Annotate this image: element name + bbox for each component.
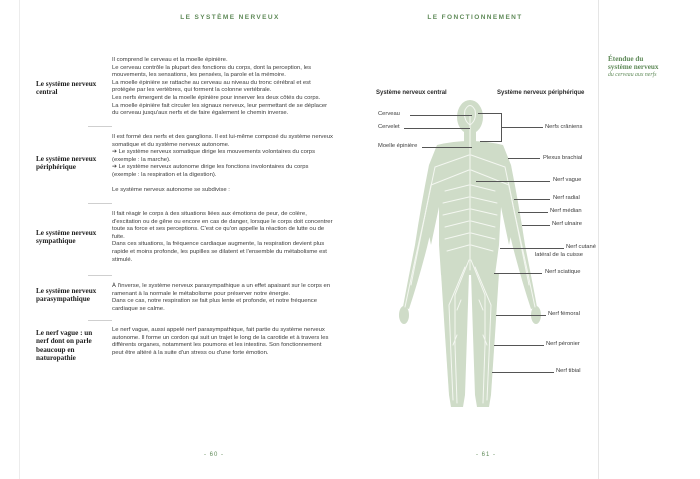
leader-line bbox=[404, 128, 470, 129]
paragraph: Le cerveau contrôle la plupart des fonctions du corps, dont la perception, les mouvements, les sensations, les pensées, la parole et la mémoire. bbox=[112, 64, 312, 79]
leader-line bbox=[494, 345, 544, 346]
aside-title bbox=[608, 55, 659, 72]
section-label-central: Le système nerveux central bbox=[36, 80, 97, 97]
label-nerf-median: Nerf médian bbox=[550, 208, 582, 214]
paragraph bbox=[112, 180, 334, 187]
right-running-header: LE FONCTIONNEMENT bbox=[427, 14, 523, 21]
label-moelle-epiniere: Moelle épinière bbox=[378, 143, 418, 149]
paragraph: ➔ Le système nerveux somatique dirige les mouvements volontaires du corps (exemple : la marche). bbox=[112, 149, 316, 163]
section-label-sympathetic: Le système nerveux sympathique bbox=[36, 229, 97, 246]
section-divider bbox=[88, 126, 112, 127]
section-divider bbox=[88, 203, 112, 204]
leader-line bbox=[508, 158, 540, 159]
paragraph: Le système nerveux autonome se subdivise : bbox=[112, 186, 230, 193]
leader-line bbox=[522, 225, 550, 226]
section-body-parasympathetic bbox=[112, 283, 334, 313]
paragraph: Le nerf vague, aussi appelé nerf parasympathique, fait partie du système nerveux autonome. Il forme un cordon qui suit un trajet le long de la carotide et à travers les différents organes, notamment les poumons et les intestins. Son fonctionnement peut être altéré à la suite d'un stress ou d'une forte émotion. bbox=[112, 327, 329, 356]
diagram-heading-peripheral: Système nerveux périphérique bbox=[497, 90, 585, 96]
paragraph: La moelle épinière se rattache au cerveau au niveau du tronc cérébral et est protégée par les vertèbres, qui forment la colonne vertébrale. bbox=[112, 79, 311, 94]
paragraph: La moelle épinière fait circuler les signaux nerveux, leur permettant de se déplacer du cerveau jusqu'aux nerfs et de faire également le chemin inverse. bbox=[112, 102, 328, 117]
paragraph: Dans ce cas, notre respiration se fait plus lente et profonde, et notre fréquence cardiaque se calme. bbox=[112, 298, 317, 312]
diagram-heading-central: Système nerveux central bbox=[376, 90, 447, 96]
section-divider bbox=[88, 275, 112, 276]
label-nerf-peronier: Nerf péronier bbox=[546, 341, 580, 347]
leader-line bbox=[422, 147, 472, 148]
label-nerf-sciatique: Nerf sciatique bbox=[545, 269, 581, 275]
leader-line bbox=[478, 113, 502, 114]
leader-line bbox=[501, 127, 543, 128]
leader-line bbox=[494, 273, 542, 274]
leader-line bbox=[514, 199, 550, 200]
section-divider bbox=[88, 320, 112, 321]
left-running-header: LE SYSTÈME NERVEUX bbox=[180, 14, 280, 21]
label-nerf-vague: Nerf vague bbox=[553, 177, 582, 183]
left-page-number: - 60 - bbox=[204, 452, 225, 458]
label-cervelet: Cervelet bbox=[378, 124, 400, 130]
section-label-peripheral: Le système nerveux périphérique bbox=[36, 155, 97, 172]
label-cuisse-lateral: latéral de la cuisse bbox=[535, 252, 584, 258]
paragraph: Il fait réagir le corps à des situations liées aux émotions de peur, de colère, d'excitation ou de gêne ou encore en cas de danger, lorsque le corps doit concentrer toute sa force et ses perceptions. C'est ce qu'on appelle la réaction de lutte ou de fuite. bbox=[112, 211, 333, 240]
section-body-central bbox=[112, 57, 334, 118]
paragraph: À l'inverse, le système nerveux parasympathique a un effet apaisant sur le corps en ramenant à la normale le métabolisme pour préserver notre énergie. bbox=[112, 283, 331, 297]
label-cerveau: Cerveau bbox=[378, 111, 400, 117]
paragraph: Dans ces situations, la fréquence cardiaque augmente, la respiration devient plus rapide et moins profonde, les pupilles se dilatent et l'ensemble du métabolisme est stimulé. bbox=[112, 241, 327, 263]
aside-title-line: système nerveux bbox=[608, 63, 659, 72]
label-nerf-cutane: Nerf cutané bbox=[566, 244, 596, 250]
right-page-number: - 61 - bbox=[476, 452, 497, 458]
leader-line bbox=[492, 372, 554, 373]
paragraph: Il comprend le cerveau et la moelle épinière. bbox=[112, 57, 228, 63]
label-nerf-femoral: Nerf fémoral bbox=[548, 311, 580, 317]
label-nerf-ulnaire: Nerf ulnaire bbox=[552, 221, 582, 227]
section-body-peripheral bbox=[112, 134, 334, 194]
leader-line bbox=[518, 212, 548, 213]
label-nerfs-craniens: Nerfs crâniens bbox=[545, 124, 583, 130]
label-nerf-tibial: Nerf tibial bbox=[556, 368, 581, 374]
leader-line bbox=[476, 181, 550, 182]
nervous-system-figure bbox=[395, 95, 545, 415]
paragraph: Il est formé des nerfs et des ganglions. Il est lui-même composé du système nerveux somatique et du système nerveux autonome. bbox=[112, 134, 333, 148]
label-plexus-brachial: Plexus brachial bbox=[543, 155, 583, 161]
section-label-vagus: Le nerf vague : un nerf dont on parle beaucoup en naturopathie bbox=[36, 329, 93, 363]
section-label-parasympathetic: Le système nerveux parasympathique bbox=[36, 287, 97, 304]
paragraph: Les nerfs émergent de la moelle épinière pour innerver les deux côtés du corps. bbox=[112, 94, 321, 101]
leader-line bbox=[500, 248, 564, 249]
left-margin bbox=[0, 0, 20, 479]
aside-title-line: Étendue du bbox=[608, 55, 644, 63]
paragraph: ➔ Le système nerveux autonome dirige les fonctions involontaires du corps (exemple : la respiration et la digestion). bbox=[112, 164, 309, 178]
aside-subtitle: du cerveau aux nerfs bbox=[608, 72, 657, 78]
label-nerf-radial: Nerf radial bbox=[553, 195, 580, 201]
leader-line bbox=[496, 315, 546, 316]
section-body-vagus bbox=[112, 327, 334, 357]
leader-line bbox=[480, 141, 502, 142]
leader-line bbox=[410, 115, 472, 116]
section-body-sympathetic bbox=[112, 211, 334, 264]
